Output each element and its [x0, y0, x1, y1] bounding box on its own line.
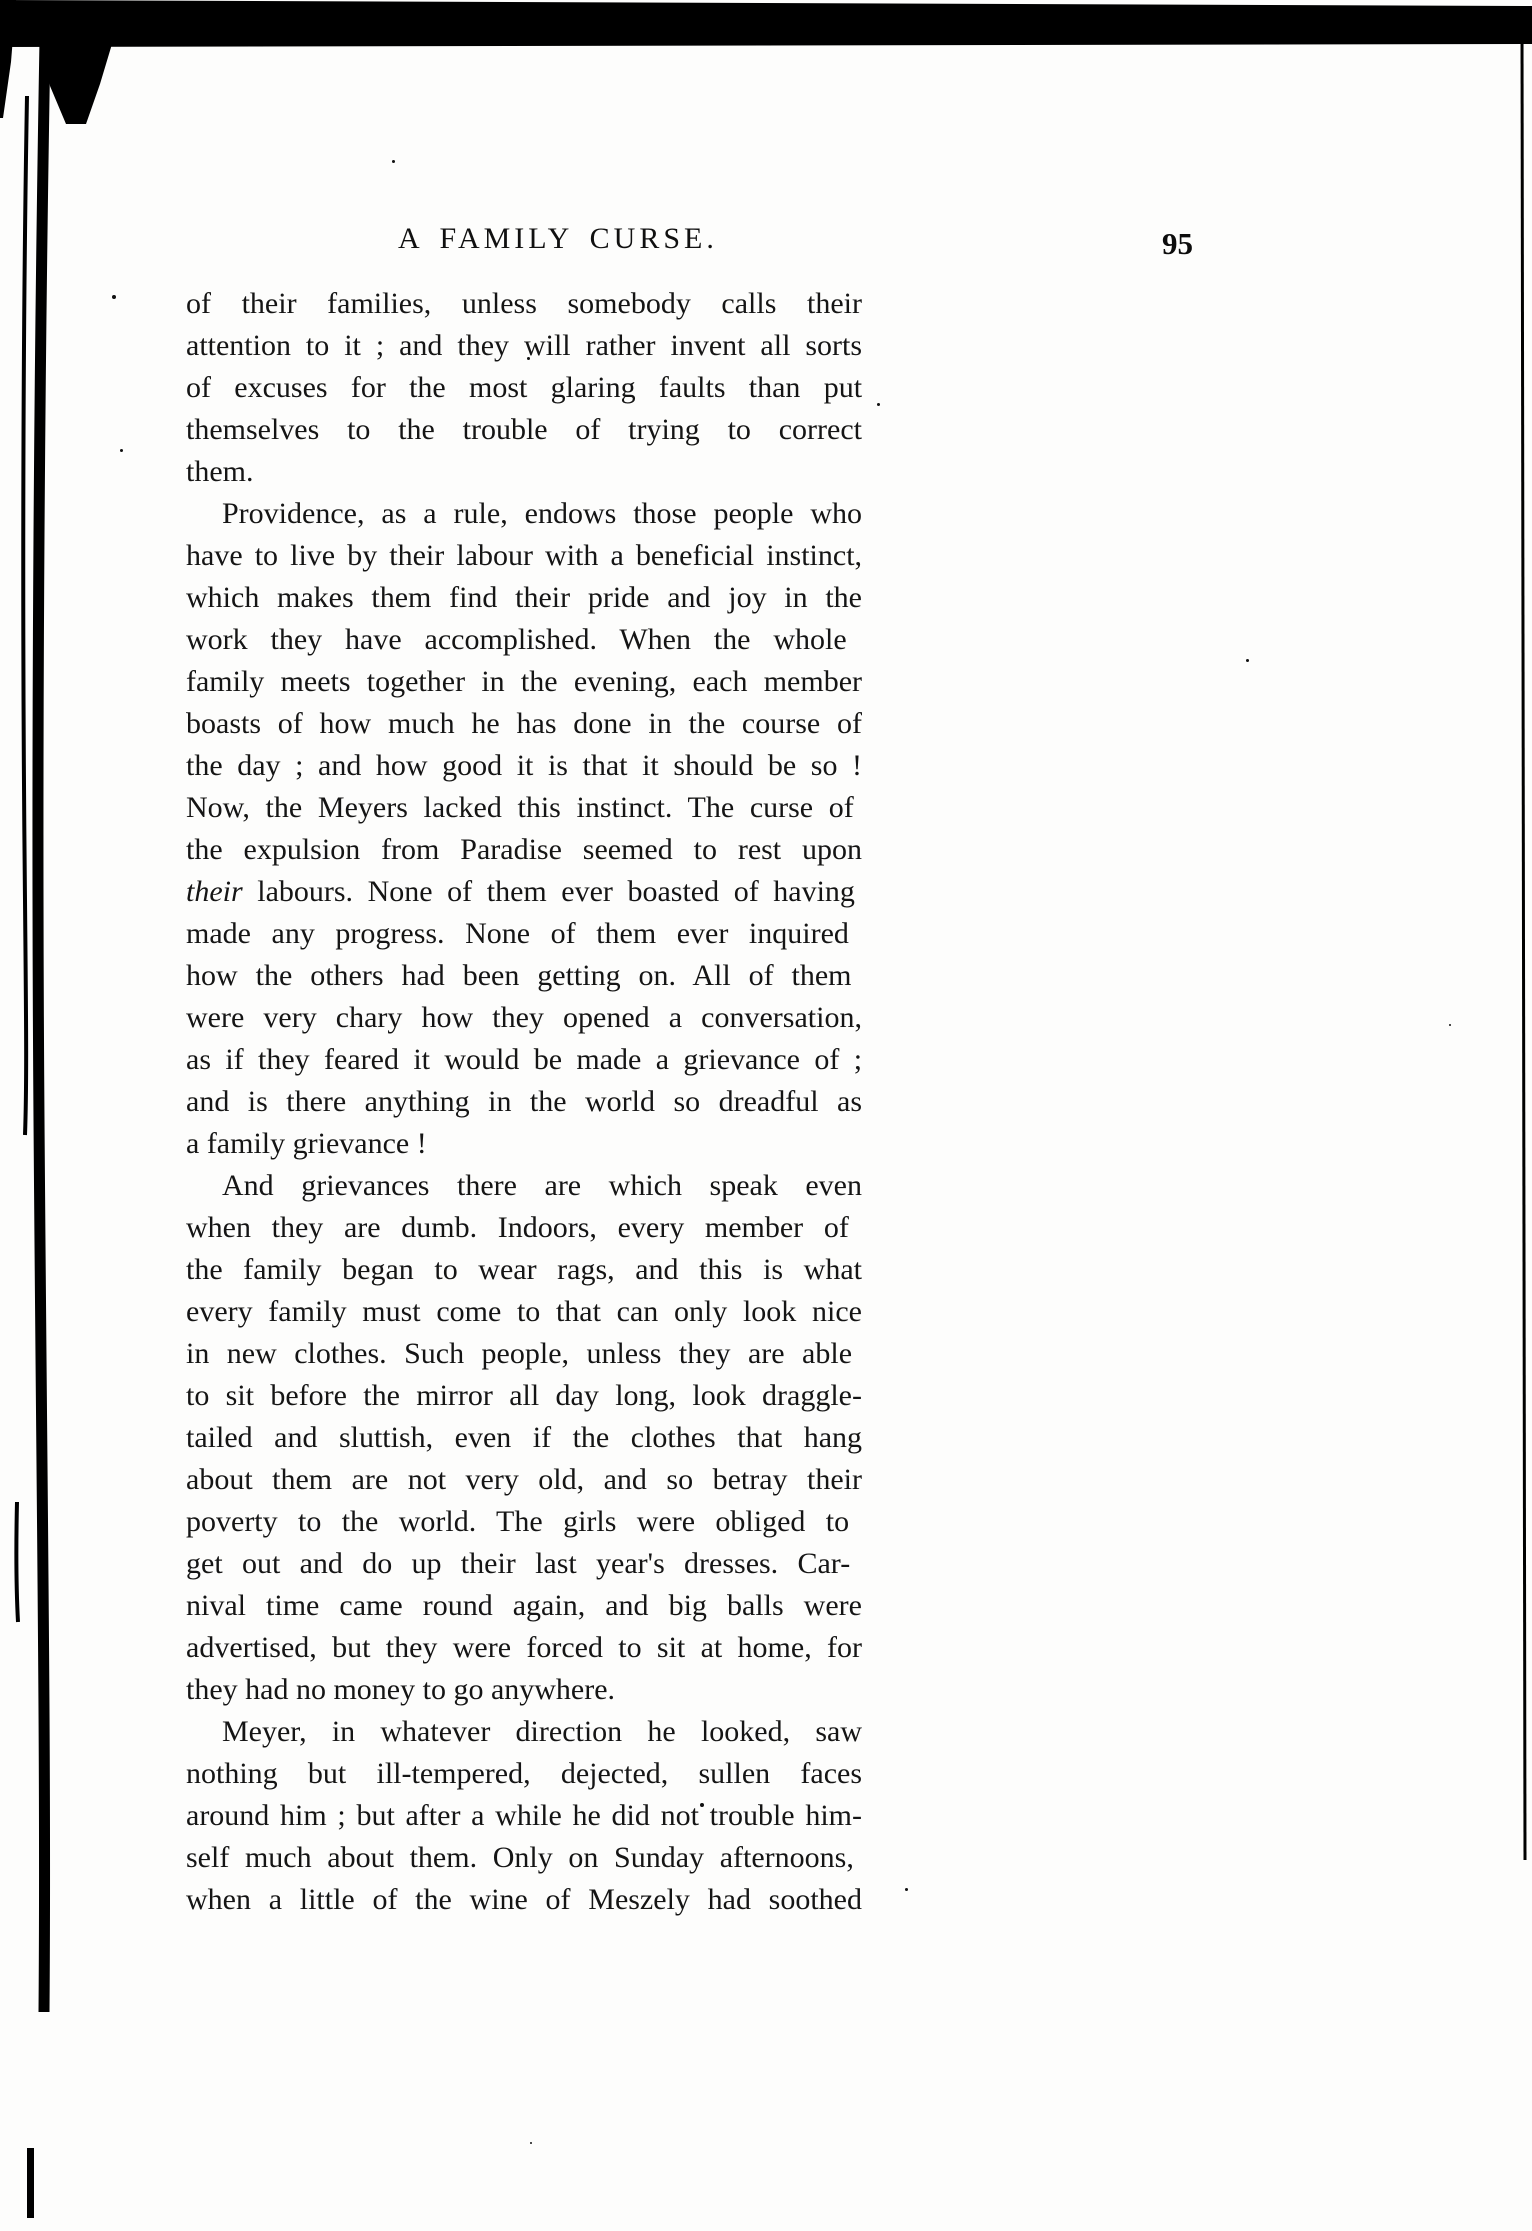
text-line: which makes them find their pride and joy in the [186, 581, 862, 614]
text-line: every family must come to that can only look nice [186, 1295, 862, 1328]
scan-speck [112, 295, 116, 299]
text-line: when they are dumb. Indoors, every member of [186, 1211, 849, 1244]
text-line: self much about them. Only on Sunday afternoons, [186, 1841, 854, 1874]
text-line: boasts of how much he has done in the course of [186, 707, 862, 740]
scan-speck [905, 1888, 908, 1891]
scan-gutter-line-thick [38, 40, 45, 2012]
text-line: around him ; but after a while he did not trouble him- [186, 1799, 862, 1832]
text-line: get out and do up their last year's dresses. Car- [186, 1547, 851, 1580]
scan-speck [392, 160, 395, 163]
scan-edge-right [1522, 34, 1525, 1860]
scan-gutter-line-thin [23, 96, 27, 1135]
text-line: were very chary how they opened a conversation, [186, 1001, 862, 1034]
text-line: the family began to wear rags, and this is what [186, 1253, 862, 1286]
scan-speck [120, 449, 123, 452]
scan-blotch-top-left [0, 0, 16, 118]
scan-mark-bottom-left [27, 2148, 34, 2218]
scan-speck [877, 403, 880, 406]
text-line: Providence, as a rule, endows those people who [222, 497, 863, 530]
text-line: to sit before the mirror all day long, look draggle- [186, 1379, 862, 1412]
text-line: the expulsion from Paradise seemed to rest upon [186, 833, 863, 866]
body-text [186, 283, 862, 1921]
scan-gutter-line-thin-lower [16, 1502, 18, 1622]
text-line: advertised, but they were forced to sit at home, for [186, 1631, 863, 1664]
text-line: in new clothes. Such people, unless they are able [186, 1337, 853, 1370]
text-line: attention to it ; and they will rather invent all sorts [186, 329, 863, 362]
text-line: made any progress. None of them ever inquired [186, 917, 849, 950]
text-line: Meyer, in whatever direction he looked, saw [222, 1715, 862, 1748]
scan-speck [1449, 1024, 1451, 1026]
text-line: about them are not very old, and so betray their [186, 1463, 862, 1496]
text-line: have to live by their labour with a beneficial instinct, [186, 539, 863, 572]
text-line: And grievances there are which speak even [222, 1169, 862, 1202]
text-line: nival time came round again, and big balls were [186, 1589, 862, 1622]
text-line: family meets together in the evening, each member [186, 665, 863, 698]
text-line: of their families, unless somebody calls their [186, 287, 862, 320]
text-line: their labours. None of them ever boasted of having [186, 875, 855, 908]
running-header-title: A FAMILY CURSE. [398, 222, 718, 255]
scan-speck [1246, 659, 1249, 662]
text-line: how the others had been getting on. All of them [186, 959, 852, 992]
text-line: work they have accomplished. When the whole [186, 623, 847, 656]
text-line: nothing but ill-tempered, dejected, sullen faces [186, 1757, 863, 1790]
text-line: as if they feared it would be made a grievance of ; [186, 1043, 863, 1076]
text-line: the day ; and how good it is that it should be so ! [186, 749, 863, 782]
text-line: tailed and sluttish, even if the clothes that hang [186, 1421, 863, 1454]
text-line: Now, the Meyers lacked this instinct. The curse of [186, 791, 854, 824]
text-line: a family grievance ! [186, 1127, 427, 1160]
text-line: themselves to the trouble of trying to correct [186, 413, 862, 446]
text-line: when a little of the wine of Meszely had soothed [186, 1883, 862, 1916]
text-line: of excuses for the most glaring faults than put [186, 371, 863, 404]
scan-speck [530, 2142, 532, 2144]
scan-blotch-under-bar [42, 44, 112, 124]
text-line: poverty to the world. The girls were obliged to [186, 1505, 850, 1538]
scan-edge-top [0, 0, 1532, 47]
page-number: 95 [1162, 226, 1193, 261]
text-line: they had no money to go anywhere. [186, 1673, 616, 1706]
text-line: and is there anything in the world so dreadful as [186, 1085, 862, 1118]
text-line: them. [186, 455, 254, 488]
